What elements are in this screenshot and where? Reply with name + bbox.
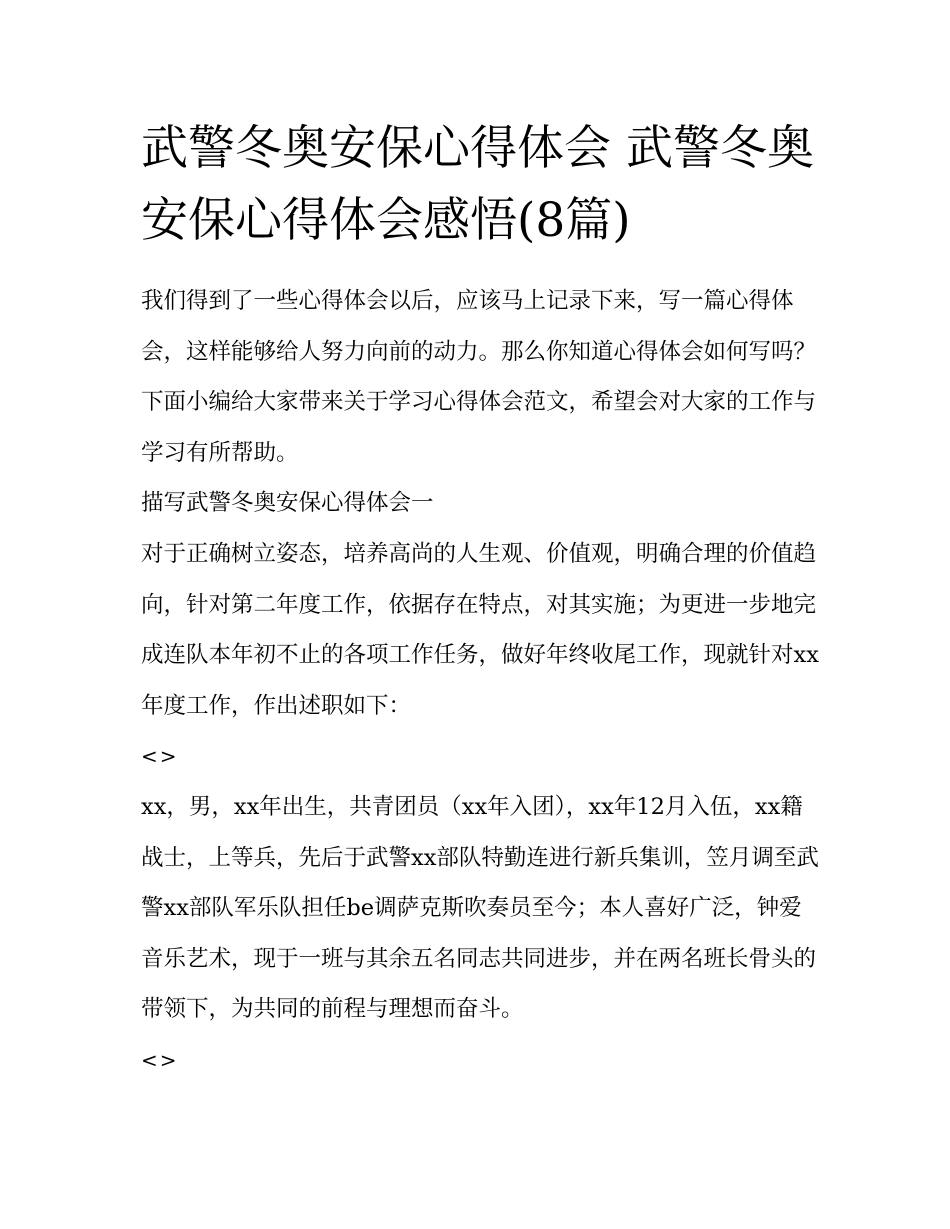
placeholder-marker: <> <box>141 744 179 769</box>
placeholder-marker: <> <box>141 1047 179 1072</box>
body-paragraph: 对于正确树立姿态，培养高尚的人生观、价值观，明确合理的价值趋向，针对第二年度工作，依据存在特点，对其实施；为更进一步地完成连队本年初不止的各项工作任务，做好年终收尾工作，现就针对xx年度工作，作出述职如下： <box>141 540 819 719</box>
page-title: 武警冬奥安保心得体会 武警冬奥安保心得体会感悟(8篇) <box>141 121 814 248</box>
document-body <box>141 276 821 1086</box>
body-paragraph: xx，男，xx年出生，共青团员（xx年入团），xx年12月入伍，xx籍战士，上等兵，先后于武警xx部队特勤连进行新兵集训，笠月调至武警xx部队军乐队担任be调萨克斯吹奏员至今；本人喜好广泛，钟爱音乐艺术，现于一班与其余五名同志共同进步，并在两名班长骨头的带领下，为共同的前程与理想而奋斗。 <box>141 793 819 1023</box>
section-heading: 描写武警冬奥安保心得体会一 <box>141 490 434 517</box>
intro-paragraph: 我们得到了一些心得体会以后，应该马上记录下来，写一篇心得体会，这样能够给人努力向前的动力。那么你知道心得体会如何写吗？下面小编给大家带来关于学习心得体会范文，希望会对大家的工作与学习有所帮助。 <box>141 288 817 466</box>
